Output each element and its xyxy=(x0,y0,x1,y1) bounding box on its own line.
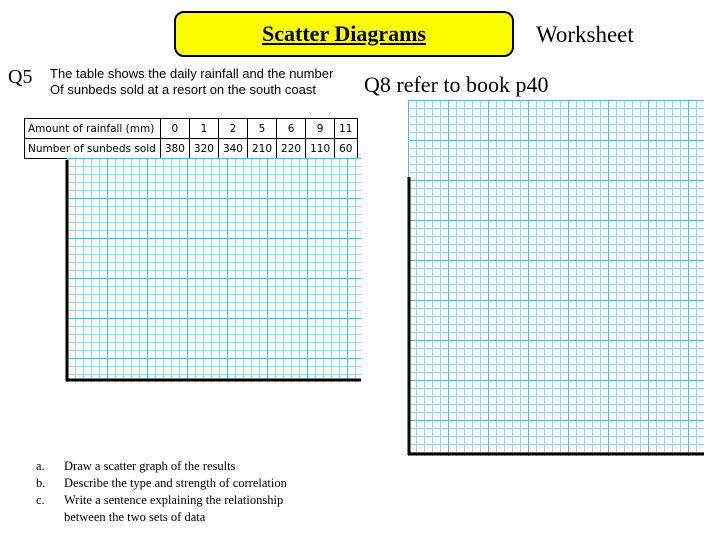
table-row-header: Amount of rainfall (mm) xyxy=(25,119,161,139)
instruction-text: Write a sentence explaining the relationship xyxy=(64,493,284,507)
table-cell: 11 xyxy=(335,119,357,139)
worksheet-label: Worksheet xyxy=(536,22,634,47)
list-item xyxy=(36,509,287,526)
table-cell: 320 xyxy=(189,139,218,159)
table-cell: 220 xyxy=(277,139,306,159)
instructions-list xyxy=(36,458,287,526)
list-item xyxy=(36,475,287,492)
table-cell: 380 xyxy=(160,139,189,159)
table-cell: 1 xyxy=(189,119,218,139)
question-8-label: Q8 refer to book p40 xyxy=(364,72,549,97)
table-cell: 9 xyxy=(306,119,335,139)
question-5-label: Q5 xyxy=(8,66,33,88)
table-cell: 210 xyxy=(247,139,276,159)
instruction-text: Draw a scatter graph of the results xyxy=(64,459,236,473)
table-cell: 110 xyxy=(306,139,335,159)
list-marker: a. xyxy=(36,459,45,473)
table-row-header: Number of sunbeds sold xyxy=(25,139,161,159)
question-5-description-line1: The table shows the daily rainfall and the number xyxy=(50,66,334,81)
list-item xyxy=(36,458,287,475)
table-cell: 2 xyxy=(218,119,247,139)
list-item xyxy=(36,492,287,509)
instruction-text: Describe the type and strength of correlation xyxy=(64,476,287,490)
table-cell: 60 xyxy=(335,139,357,159)
list-marker: c. xyxy=(36,493,45,507)
table-cell: 6 xyxy=(277,119,306,139)
table-cell: 340 xyxy=(218,139,247,159)
question-5-description-line2: Of sunbeds sold at a resort on the south coast xyxy=(50,82,316,97)
table-cell: 0 xyxy=(160,119,189,139)
instruction-text: between the two sets of data xyxy=(64,510,206,524)
table-cell: 5 xyxy=(247,119,276,139)
page-title: Scatter Diagrams xyxy=(262,21,426,46)
list-marker: b. xyxy=(36,476,46,490)
